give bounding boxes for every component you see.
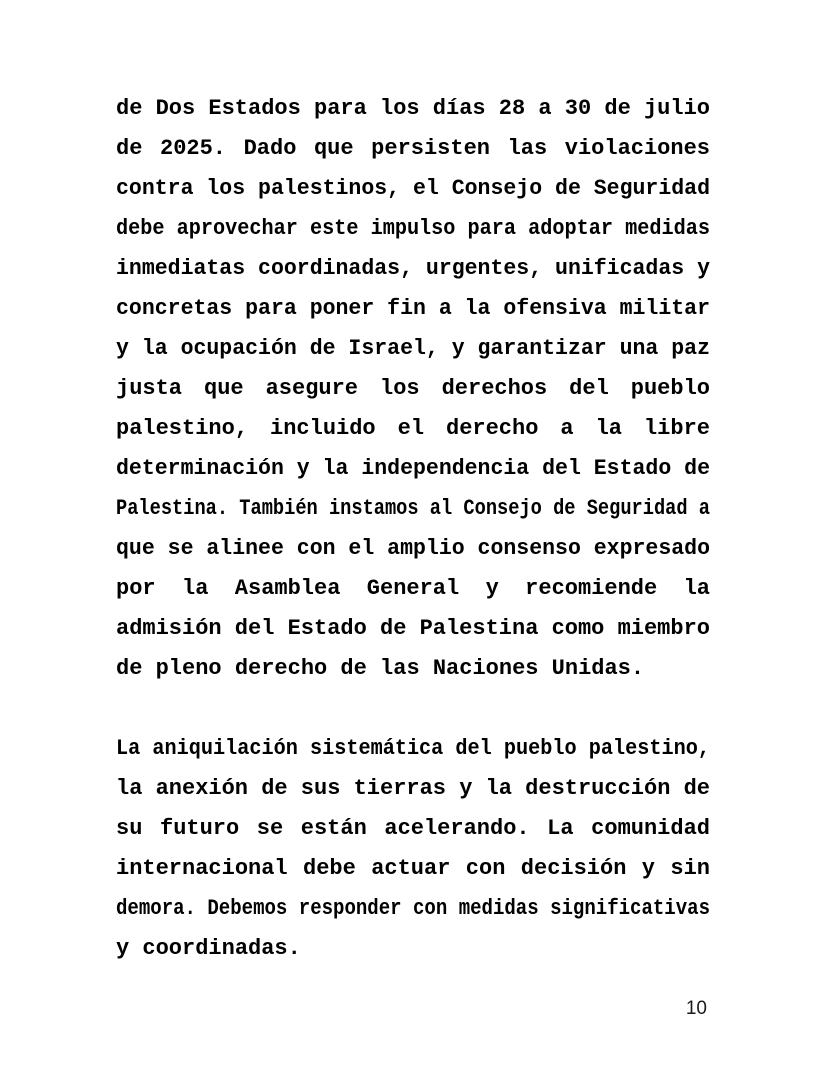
text-line-content: demora. Debemos responder con medidas significativas (116, 896, 710, 921)
text-line (116, 209, 710, 249)
text-line-content: y coordinadas. (116, 936, 301, 961)
text-line (116, 449, 710, 489)
text-line-content: inmediatas coordinadas, urgentes, unificadas y (116, 256, 710, 281)
text-line-content: de Dos Estados para los días 28 a 30 de julio (116, 96, 710, 121)
text-line-content: su futuro se están acelerando. La comunidad (116, 816, 710, 841)
text-line (116, 289, 710, 329)
text-line-content: debe aprovechar este impulso para adoptar medidas (116, 216, 710, 241)
text-line (116, 89, 710, 129)
text-line (116, 169, 710, 209)
text-line-content: y la ocupación de Israel, y garantizar una paz (116, 336, 710, 361)
text-line (116, 329, 710, 369)
text-line (116, 929, 710, 969)
text-line (116, 729, 710, 769)
text-line (116, 609, 710, 649)
text-line-content: justa que asegure los derechos del pueblo (116, 376, 710, 401)
text-line (116, 889, 710, 929)
text-line-content: concretas para poner fin a la ofensiva militar (116, 296, 710, 321)
paragraph (116, 729, 710, 969)
text-line-content: la anexión de sus tierras y la destrucción de (116, 776, 710, 801)
text-line (116, 849, 710, 889)
text-line (116, 489, 710, 529)
text-line-content: La aniquilación sistemática del pueblo palestino, (116, 736, 710, 761)
text-line (116, 369, 710, 409)
text-line (116, 809, 710, 849)
text-line (116, 529, 710, 569)
text-line (116, 129, 710, 169)
text-line (116, 769, 710, 809)
text-line-content: contra los palestinos, el Consejo de Seguridad (116, 176, 710, 201)
text-line-content: por la Asamblea General y recomiende la (116, 576, 710, 601)
text-line (116, 249, 710, 289)
text-line-content: Palestina. También instamos al Consejo de Seguridad a (116, 496, 710, 521)
text-line-content: admisión del Estado de Palestina como miembro (116, 616, 710, 641)
text-line (116, 409, 710, 449)
text-line-content: que se alinee con el amplio consenso expresado (116, 536, 710, 561)
text-line-content: internacional debe actuar con decisión y sin (116, 856, 710, 881)
paragraph (116, 89, 710, 689)
text-line (116, 649, 710, 689)
text-line-content: de 2025. Dado que persisten las violaciones (116, 136, 710, 161)
page-number: 10 (685, 998, 707, 1019)
text-line-content: palestino, incluido el derecho a la libre (116, 416, 710, 441)
document-text (116, 89, 710, 969)
text-line-content: determinación y la independencia del Estado de (116, 456, 710, 481)
text-line-content: de pleno derecho de las Naciones Unidas. (116, 656, 645, 681)
text-line (116, 569, 710, 609)
